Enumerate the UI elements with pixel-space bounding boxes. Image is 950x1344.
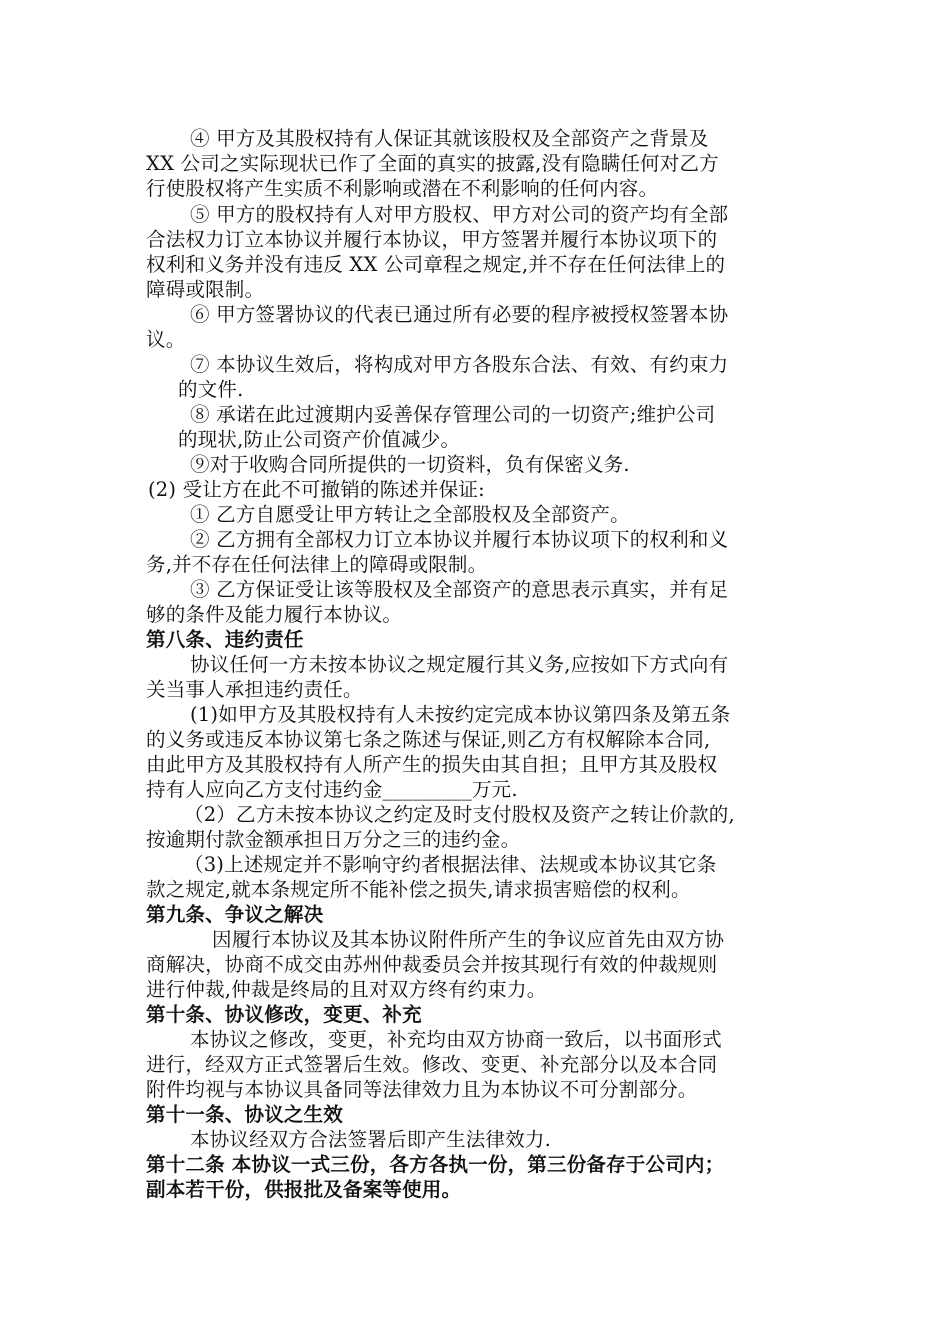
text-line: 款之规定,就本条规定所不能补偿之损失,请求损害赔偿的权利。 [146,878,691,901]
text-line: 够的条件及能力履行本协议。 [146,603,403,626]
text-line: 协议任何一方未按本协议之规定履行其义务,应按如下方式向有 [190,653,729,676]
text-line: 附件均视与本协议具备同等法律效力且为本协议不可分割部分。 [146,1078,698,1101]
text-line: 的现状,防止公司资产价值减少。 [178,428,461,451]
text-line: 商解决，协商不成交由苏州仲裁委员会并按其现行有效的仲裁规则 [146,953,718,976]
text-line: 关当事人承担违约责任。 [146,678,363,701]
text-line: 的文件. [178,378,244,401]
text-line: （2）乙方未按本协议之约定及时支付股权及资产之转让价款的, [184,803,735,826]
section-heading: 第十二条 本协议一式三份，各方各执一份，第三份备存于公司内； [146,1153,725,1176]
text-line: ⑨对于收购合同所提供的一切资料，负有保密义务. [190,453,630,476]
text-line: ④ 甲方及其股权持有人保证其就该股权及全部资产之背景及 [190,127,709,150]
section-heading: 第十条、协议修改，变更、补充 [146,1003,422,1026]
text-line: (1)如甲方及其股权持有人未按约定完成本协议第四条及第五条 [190,703,731,726]
text-line: ⑧ 承诺在此过渡期内妥善保存管理公司的一切资产;维护公司 [190,403,716,426]
text-line: 因履行本协议及其本协议附件所产生的争议应首先由双方协 [212,928,725,951]
text-line: 本协议经双方合法签署后即产生法律效力. [190,1128,551,1151]
section-heading: 第十一条、协议之生效 [146,1103,344,1126]
text-line: 行使股权将产生实质不利影响或潜在不利影响的任何内容。 [146,177,659,200]
section-heading: 第八条、违约责任 [146,628,304,651]
text-line: XX 公司之实际现状已作了全面的真实的披露,没有隐瞒任何对乙方 [146,152,719,175]
text-line: 由此甲方及其股权持有人所产生的损失由其自担；且甲方其及股权 [146,753,718,776]
text-line: ① 乙方自愿受让甲方转让之全部股权及全部资产。 [190,503,630,526]
text-line: 持有人应向乙方支付违约金_________万元. [146,778,518,801]
text-line: 权利和义务并没有违反 XX 公司章程之规定,并不存在任何法律上的 [146,253,726,276]
text-line: ⑦ 本协议生效后，将构成对甲方各股东合法、有效、有约束力 [190,353,729,376]
section-heading: 第九条、争议之解决 [146,903,324,926]
text-line: (2) 受让方在此不可撤销的陈述并保证: [148,478,485,501]
section-heading: 副本若干份，供报批及备案等使用。 [146,1178,462,1201]
text-line: ② 乙方拥有全部权力订立本协议并履行本协议项下的权利和义 [190,528,729,551]
text-line: （3)上述规定并不影响守约者根据法律、法规或本协议其它条 [184,853,717,876]
text-line: 进行仲裁,仲裁是终局的且对双方终有约束力。 [146,978,547,1001]
text-line: 本协议之修改，变更，补充均由双方协商一致后，以书面形式 [190,1028,722,1051]
text-line: 按逾期付款金额承担日万分之三的违约金。 [146,828,521,851]
text-line: ③ 乙方保证受让该等股权及全部资产的意思表示真实，并有足 [190,578,729,601]
text-line: 的义务或违反本协议第七条之陈述与保证,则乙方有权解除本合同, [146,728,711,751]
text-line: ⑤ 甲方的股权持有人对甲方股权、甲方对公司的资产均有全部 [190,203,729,226]
text-line: 议。 [146,328,186,351]
text-line: 进行，经双方正式签署后生效。修改、变更、补充部分以及本合同 [146,1053,718,1076]
text-line: 障碍或限制。 [146,278,265,301]
text-line: ⑥ 甲方签署协议的代表已通过所有必要的程序被授权签署本协 [190,303,729,326]
text-line: 合法权力订立本协议并履行本协议，甲方签署并履行本协议项下的 [146,228,718,251]
text-line: 务,并不存在任何法律上的障碍或限制。 [146,553,488,576]
